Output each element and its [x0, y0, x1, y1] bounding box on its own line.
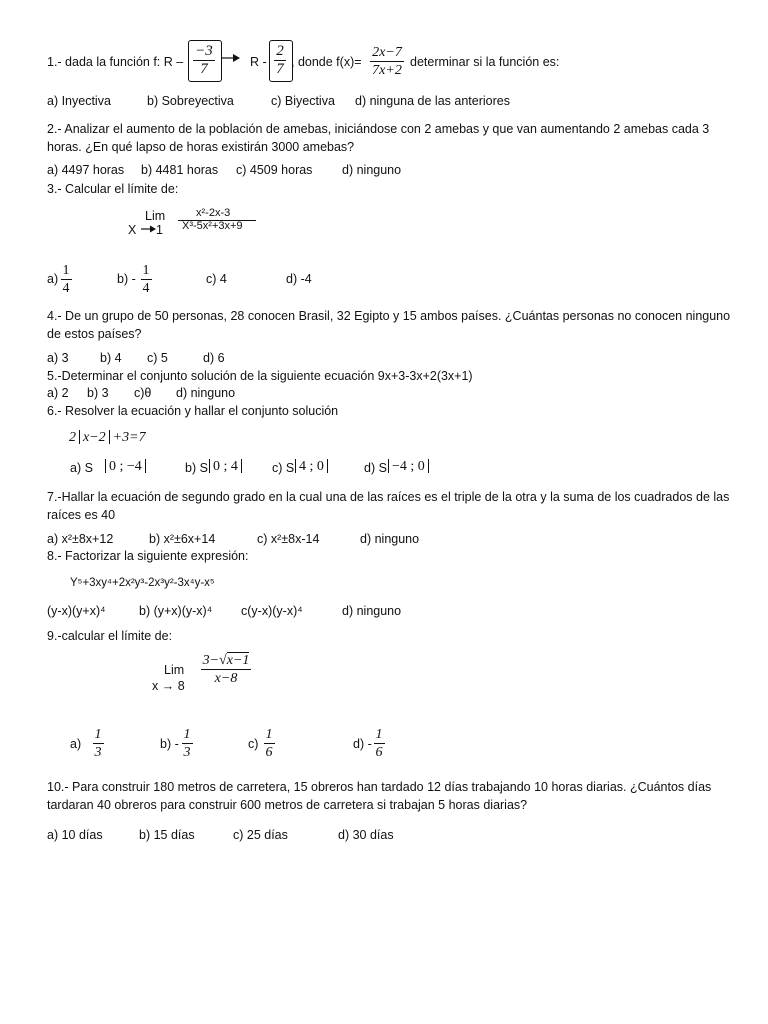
q1-prefix: 1.- dada la función f: R –: [47, 55, 184, 69]
q6-option-a-set: 0 ; −4: [102, 459, 149, 475]
q10-option-b: b) 15 días: [139, 828, 195, 842]
q3-lim: Lim: [145, 209, 166, 223]
q4-option-c: c) 5: [147, 351, 168, 365]
q6-option-b-set: 0 ; 4: [206, 459, 245, 475]
q6-text: 6.- Resolver la ecuación y hallar el conjunto solución: [47, 404, 339, 418]
q5-text: 5.-Determinar el conjunto solución de la siguiente ecuación 9x+3-3x+2(3x+1): [47, 369, 473, 383]
q6-option-c-set: 4 ; 0: [292, 459, 331, 475]
q3-option-b-label: b) -: [117, 272, 136, 286]
q1-fx-fraction: $\frac{2x-7}{7x+2}$: [372, 45, 402, 78]
q5-option-c: c)θ: [134, 386, 152, 400]
q5-option-d: d) ninguno: [176, 386, 236, 400]
q8-option-d: d) ninguno: [342, 604, 402, 618]
q6-option-d-set: −4 ; 0: [385, 459, 432, 475]
q9-option-d-fraction: $\frac{1}{6}$: [375, 727, 383, 760]
q4-option-b: b) 4: [100, 351, 122, 365]
q4-option-d: d) 6: [203, 351, 225, 365]
q6-option-a-label: a) S: [70, 461, 93, 475]
q9-lim-sub: x → 8: [152, 679, 185, 693]
q8-expression: Y⁵+3xy⁴+2x²y³-2x³y²-3x⁴y-x⁵: [70, 577, 215, 589]
q8-option-b: b) (y+x)(y-x)⁴: [139, 604, 213, 618]
q1-option-d: d) ninguna de las anteriores: [355, 94, 510, 108]
q3-lim-var: X: [128, 223, 137, 237]
q1-option-a: a) Inyectiva: [47, 94, 111, 108]
q4-option-a: a) 3: [47, 351, 69, 365]
q2-option-d: d) ninguno: [342, 163, 402, 177]
q3-option-c: c) 4: [206, 272, 227, 286]
q7-option-a: a) x²±8x+12: [47, 532, 114, 546]
q1-option-c: c) Biyectiva: [271, 94, 335, 108]
q1-frac-b: $\frac{2}{7}$: [276, 43, 284, 77]
q6-option-c-label: c) S: [272, 461, 295, 475]
q10-option-d: d) 30 días: [338, 828, 394, 842]
q9-option-a-label: a): [70, 737, 82, 751]
q9-fraction: $\frac{3-√x-1}{x-8}$: [202, 653, 250, 686]
q10-option-c: c) 25 días: [233, 828, 288, 842]
q9-text: 9.-calcular el límite de:: [47, 629, 173, 643]
q9-option-b-fraction: $\frac{1}{3}$: [183, 727, 191, 760]
q9-option-d-label: d) -: [353, 737, 372, 751]
q1-donde: , donde f(x)=: [291, 55, 362, 69]
q7-text: 7.-Hallar la ecuación de segundo grado en la cual una de las raíces es el triple de la otra y la suma de los cuadrados de las raíces es 40: [47, 490, 730, 522]
q1-suffix: determinar si la función es:: [410, 55, 560, 69]
q9-option-b-label: b) -: [160, 737, 179, 751]
q3-option-a-label: a): [47, 272, 59, 286]
q1-option-b: b) Sobreyectiva: [147, 94, 234, 108]
q2-option-a: a) 4497 horas: [47, 163, 125, 177]
q2-option-b: b) 4481 horas: [141, 163, 219, 177]
q4-text: 4.- De un grupo de 50 personas, 28 conocen Brasil, 32 Egipto y 15 ambos países. ¿Cuántas personas no conocen ninguno de estos países?: [47, 309, 731, 341]
q5-option-b: b) 3: [87, 386, 109, 400]
q1-frac-a: $\frac{-3}{7}$: [195, 43, 213, 77]
q3-text: 3.- Calcular el límite de:: [47, 182, 179, 196]
q6-equation: 2 x−2 +3=7: [69, 430, 146, 445]
arrow-right-icon: [221, 52, 241, 64]
q10-text: 10.- Para construir 180 metros de carretera, 15 obreros han tardado 12 días trabajando 10 horas diarias. ¿Cuántos días tardaran 40 obreros para construir 600 metros de carretera si trabajan 5 horas diarias?: [47, 780, 712, 812]
q5-option-a: a) 2: [47, 386, 69, 400]
q7-option-d: d) ninguno: [360, 532, 420, 546]
q1-mid: R -: [250, 55, 267, 69]
q2-option-c: c) 4509 horas: [236, 163, 313, 177]
q3-lim-to: 1: [156, 223, 163, 237]
q9-option-a-fraction: $\frac{1}{3}$: [94, 727, 102, 760]
q9-option-c-label: c): [248, 737, 259, 751]
q9-option-c-fraction: $\frac{1}{6}$: [265, 727, 273, 760]
q3-denominator: X³-5x²+3x+9: [182, 220, 243, 232]
q3-numerator: x²-2x-3: [196, 207, 231, 219]
arrow-right-icon: [141, 224, 157, 234]
q9-lim: Lim: [164, 663, 185, 677]
q7-option-c: c) x²±8x-14: [257, 532, 320, 546]
q8-option-c: c(y-x)(y-x)⁴: [241, 604, 303, 618]
q8-text: 8.- Factorizar la siguiente expresión:: [47, 549, 249, 563]
q6-option-b-label: b) S: [185, 461, 208, 475]
q3-option-a-fraction: $\frac{1}{4}$: [62, 263, 70, 296]
q3-option-b-fraction: $\frac{1}{4}$: [142, 263, 150, 296]
q10-option-a: a) 10 días: [47, 828, 103, 842]
q6-option-d-label: d) S: [364, 461, 387, 475]
q8-option-a: (y-x)(y+x)⁴: [47, 604, 106, 618]
q9-numerator: 3−√x−1: [202, 653, 250, 668]
q2-text: 2.- Analizar el aumento de la población de amebas, iniciándose con 2 amebas y que van aumentando 2 amebas cada 3 horas. ¿En qué lapso de horas existirán 3000 amebas?: [47, 122, 710, 154]
q3-option-d: d) -4: [286, 272, 312, 286]
q7-option-b: b) x²±6x+14: [149, 532, 216, 546]
